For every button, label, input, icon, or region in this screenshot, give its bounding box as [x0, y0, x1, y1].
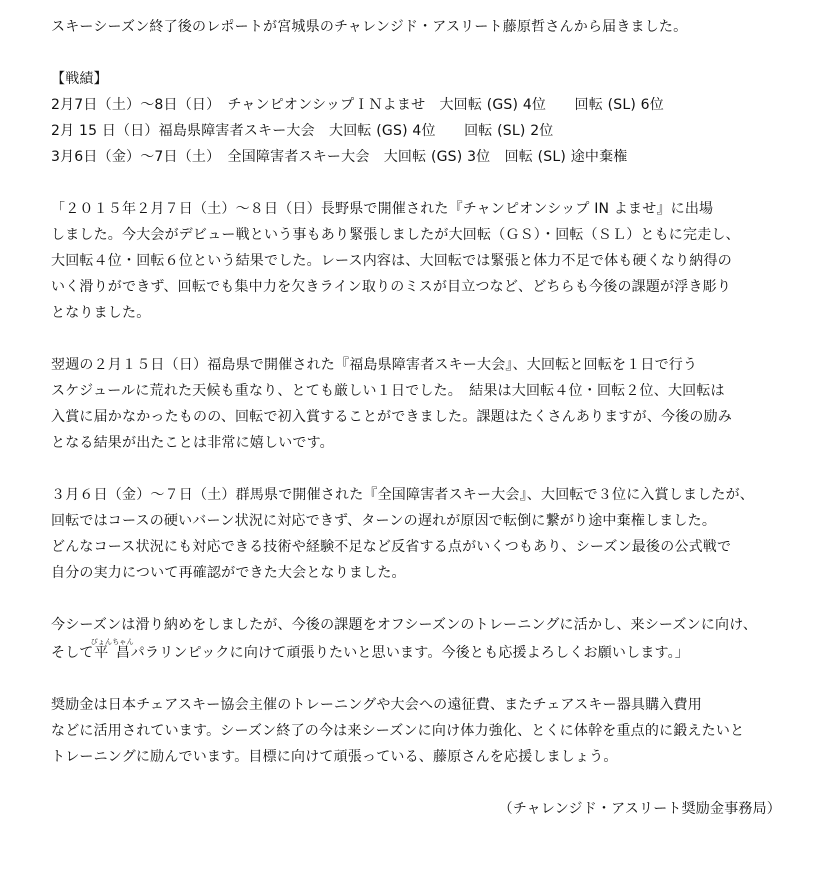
text-line: どんなコース状況にも対応できる技術や経験不足など反省する点がいくつもあり、シーズン最後の公式戦で [51, 539, 732, 555]
text-line: スケジュールに荒れた天候も重なり、とても厳しい１日でした。 結果は大回転４位・回転２位、大回転は [51, 383, 725, 399]
text-line: 奨励金は日本チェアスキー協会主催のトレーニングや大会への遠征費、またチェアスキー器具購入費用 [51, 697, 702, 713]
report-paragraph-fukushima [51, 352, 781, 456]
text-line: ３月６日（金）～７日（土）群馬県で開催された『全国障害者スキー大会』、大回転で３位に入賞しましたが、 [51, 487, 754, 503]
pyeongchang-ruby [90, 638, 134, 661]
ruby-reading: ぴょんちゃん [90, 638, 134, 646]
text-segment: そして [51, 645, 94, 661]
text-line: トレーニングに励んでいます。目標に向けて頑張っている、藤原さんを応援しましょう。 [51, 749, 618, 765]
intro-paragraph [51, 14, 781, 40]
text-line: しました。今大会がデビュー戦という事もあり緊張しましたが大回転（ＧＳ）・回転（ＳＬ）ともに完走し、 [51, 227, 740, 243]
text-line: 入賞に届かなかったものの、回転で初入賞することができました。課題はたくさんありますが、今後の励み [51, 409, 733, 425]
closing-paragraph [51, 612, 781, 666]
text-segment: パラリンピックに向けて頑張りたいと思います。今後とも応援よろしくお願いします。」 [130, 645, 689, 661]
spacer [51, 666, 781, 692]
text-line: 翌週の２月１５日（日）福島県で開催された『福島県障害者スキー大会』、大回転と回転を１日で行う [51, 357, 698, 373]
spacer [51, 586, 781, 612]
signature: （チャレンジド・アスリート奨励金事務局） [498, 801, 781, 817]
spacer [51, 770, 781, 796]
scholarship-paragraph [51, 692, 781, 770]
spacer [51, 326, 781, 352]
text-line: 自分の実力について再確認ができた大会となりました。 [51, 565, 406, 581]
ruby-base: 平昌 [90, 645, 134, 661]
text-line: 大回転４位・回転６位という結果でした。レース内容は、大回転では緊張と体力不足で体も硬くなり納得の [51, 253, 732, 269]
spacer [51, 170, 781, 196]
text-line: などに活用されています。シーズン終了の今は来シーズンに向け体力強化、とくに体幹を重点的に鍛えたいと [51, 723, 745, 739]
result-row: 2月7日（土）～8日（日） チャンピオンシップＩＮよませ 大回転 (GS) 4位 回転 (SL) 6位 [51, 97, 664, 113]
text-line: 今シーズンは滑り納めをしましたが、今後の課題をオフシーズンのトレーニングに活かし、来シーズンに向け、 [51, 617, 758, 633]
report-paragraph-national [51, 482, 781, 586]
spacer [51, 456, 781, 482]
text-line: 回転ではコースの硬いバーン状況に対応できず、ターンの遅れが原因で転倒に繋がり途中棄権しました。 [51, 513, 717, 529]
text-line: 「２０１５年２月７日（土）～８日（日）長野県で開催された『チャンピオンシップ IN よませ』に出場 [51, 201, 714, 217]
results-heading: 【戦績】 [51, 71, 108, 87]
result-row: 3月6日（金）～7日（土） 全国障害者スキー大会 大回転 (GS) 3位 回転 (SL) 途中棄権 [51, 149, 628, 165]
intro-text: スキーシーズン終了後のレポートが宮城県のチャレンジド・アスリート藤原哲さんから届きました。 [51, 19, 688, 35]
spacer [51, 40, 781, 66]
text-line: となる結果が出たことは非常に嬉しいです。 [51, 435, 334, 451]
text-line: いく滑りができず、回転でも集中力を欠きライン取りのミスが目立つなど、どちらも今後の課題が浮き彫り [51, 279, 732, 295]
report-paragraph-yomase [51, 196, 781, 326]
results-section [51, 66, 781, 170]
text-line-with-ruby [51, 638, 781, 666]
text-line: となりました。 [51, 305, 151, 321]
article [51, 14, 781, 822]
result-row: 2月 15 日（日）福島県障害者スキー大会 大回転 (GS) 4位 回転 (SL) 2位 [51, 123, 554, 139]
